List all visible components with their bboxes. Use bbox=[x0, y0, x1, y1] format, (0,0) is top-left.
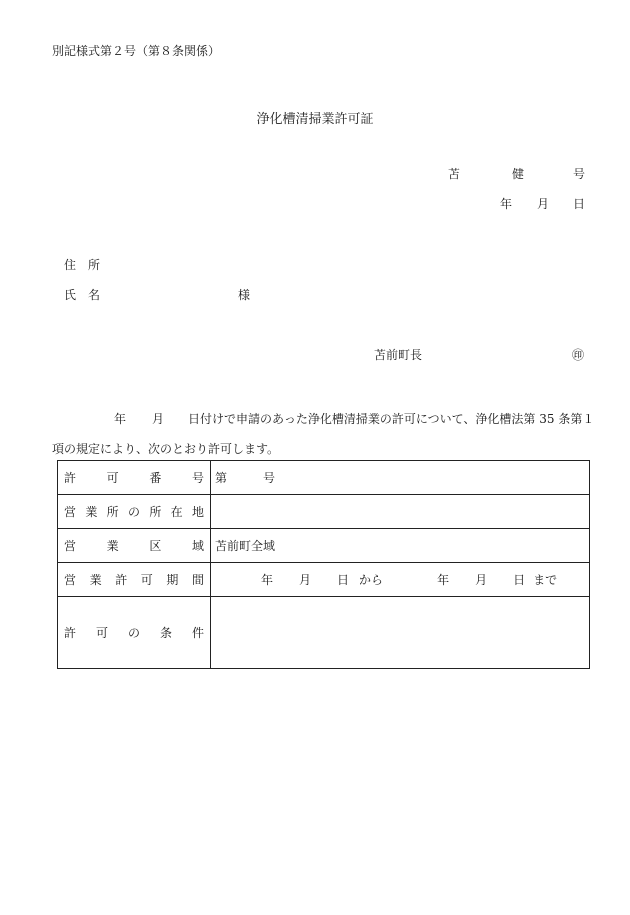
honorific: 様 bbox=[238, 288, 251, 302]
label-char: 番 bbox=[149, 471, 162, 485]
label-char: 地 bbox=[191, 505, 204, 519]
office-location-value bbox=[211, 495, 590, 529]
body-month: 月 bbox=[152, 412, 165, 426]
period-month-1: 月 bbox=[299, 573, 312, 587]
period-day-1: 日 bbox=[337, 573, 350, 587]
table-row-permit-period bbox=[58, 563, 590, 597]
label-char: 所 bbox=[106, 505, 119, 519]
label-char: 条 bbox=[159, 626, 172, 640]
label-char: 業 bbox=[85, 505, 98, 519]
label-char: 可 bbox=[140, 573, 153, 587]
label-char: 号 bbox=[191, 471, 204, 485]
office-location-label bbox=[58, 495, 211, 529]
label-char: 可 bbox=[95, 626, 108, 640]
permit-number-label bbox=[58, 461, 211, 495]
permit-number-prefix: 第 bbox=[215, 471, 228, 485]
label-char: 可 bbox=[106, 471, 119, 485]
form-reference: 別記様式第２号（第８条関係） bbox=[52, 44, 221, 58]
body-text: 日付けで申請のあった浄化槽清掃業の許可について、浄化槽法第 35 条第１項の規定により、次のとおり許可します。 bbox=[52, 412, 595, 456]
label-char: 業 bbox=[106, 539, 119, 553]
name-label-2: 名 bbox=[88, 288, 101, 302]
period-year-1: 年 bbox=[261, 573, 274, 587]
label-char: の bbox=[127, 626, 140, 640]
period-month-2: 月 bbox=[475, 573, 488, 587]
business-area-label bbox=[58, 529, 211, 563]
period-year-2: 年 bbox=[437, 573, 450, 587]
address-label-1: 住 bbox=[64, 258, 77, 272]
period-day-2: 日 bbox=[513, 573, 526, 587]
business-area-value: 苫前町全域 bbox=[211, 529, 590, 563]
date-day: 日 bbox=[573, 197, 586, 211]
permit-period-value bbox=[211, 563, 590, 597]
permit-table bbox=[57, 460, 590, 669]
number-prefix: 苫 bbox=[448, 167, 461, 181]
issuer: 苫前町長 bbox=[374, 348, 423, 362]
label-char: 業 bbox=[89, 573, 102, 587]
name-label-1: 氏 bbox=[64, 288, 77, 302]
date-year: 年 bbox=[500, 197, 513, 211]
label-char: 所 bbox=[149, 505, 162, 519]
period-from: から bbox=[359, 573, 384, 587]
conditions-value bbox=[211, 597, 590, 669]
table-row-office-location bbox=[58, 495, 590, 529]
label-char: 営 bbox=[64, 573, 77, 587]
conditions-label bbox=[58, 597, 211, 669]
table-row-permit-number bbox=[58, 461, 590, 495]
date-month: 月 bbox=[537, 197, 550, 211]
label-char: 間 bbox=[191, 573, 204, 587]
label-char: 期 bbox=[166, 573, 179, 587]
period-until: まで bbox=[533, 573, 558, 587]
number-suffix: 号 bbox=[573, 167, 586, 181]
label-char: 営 bbox=[64, 539, 77, 553]
permit-period-label bbox=[58, 563, 211, 597]
label-char: 在 bbox=[170, 505, 183, 519]
label-char: 許 bbox=[64, 626, 77, 640]
label-char: 件 bbox=[191, 626, 204, 640]
document-title: 浄化槽清掃業許可証 bbox=[256, 112, 374, 127]
body-paragraph bbox=[52, 404, 600, 464]
address-label-2: 所 bbox=[88, 258, 101, 272]
body-year: 年 bbox=[114, 412, 127, 426]
label-char: 許 bbox=[64, 471, 77, 485]
label-char: 域 bbox=[191, 539, 204, 553]
label-char: 許 bbox=[115, 573, 128, 587]
label-char: 区 bbox=[149, 539, 162, 553]
number-middle: 健 bbox=[512, 167, 525, 181]
seal-icon: ㊞ bbox=[572, 348, 585, 362]
table-row-business-area bbox=[58, 529, 590, 563]
permit-number-value bbox=[211, 461, 590, 495]
label-char: の bbox=[127, 505, 140, 519]
label-char: 営 bbox=[64, 505, 77, 519]
permit-number-suffix: 号 bbox=[263, 471, 276, 485]
table-row-conditions bbox=[58, 597, 590, 669]
